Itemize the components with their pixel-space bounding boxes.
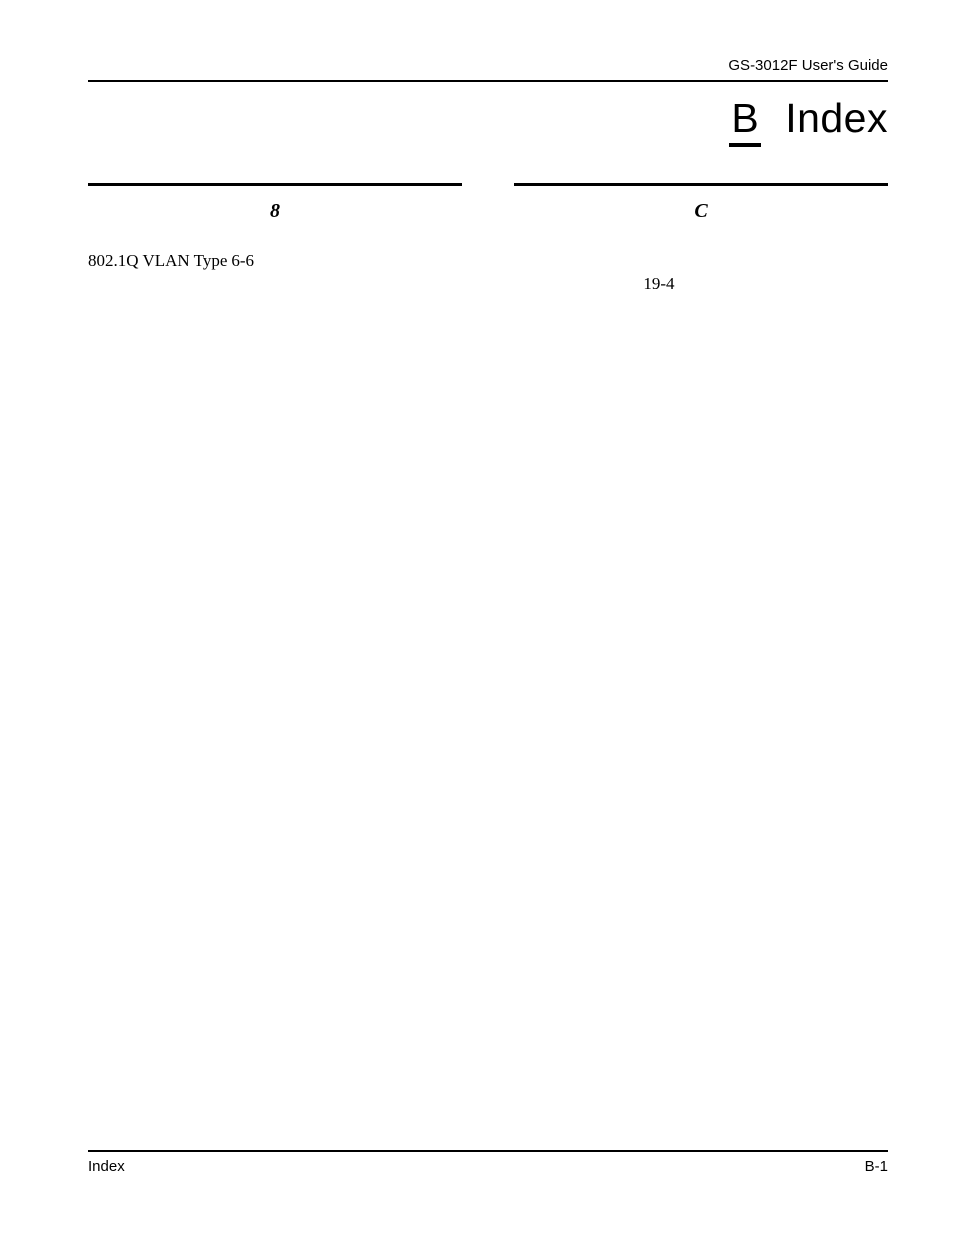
footer-section-label: Index (88, 1158, 125, 1175)
header-guide-title: GS-3012F User's Guide (728, 57, 888, 74)
section-heading: C (694, 200, 708, 222)
index-entry (88, 249, 462, 1235)
section-heading: 8 (270, 200, 280, 222)
entry-label: 802.1Q VLAN Type (88, 251, 228, 270)
entry-page: 6-6 (231, 249, 954, 1235)
index-columns (88, 183, 888, 1235)
footer-page-number: B-1 (864, 1158, 888, 1175)
page-title-word: Index (785, 95, 888, 141)
document-header (88, 56, 888, 82)
entry-page: 19-4 (643, 272, 954, 1235)
page-title-letter: B (729, 94, 761, 147)
page-title (729, 94, 888, 147)
index-column-left (88, 183, 462, 1235)
index-section (88, 183, 462, 1235)
document-footer (88, 1150, 888, 1176)
